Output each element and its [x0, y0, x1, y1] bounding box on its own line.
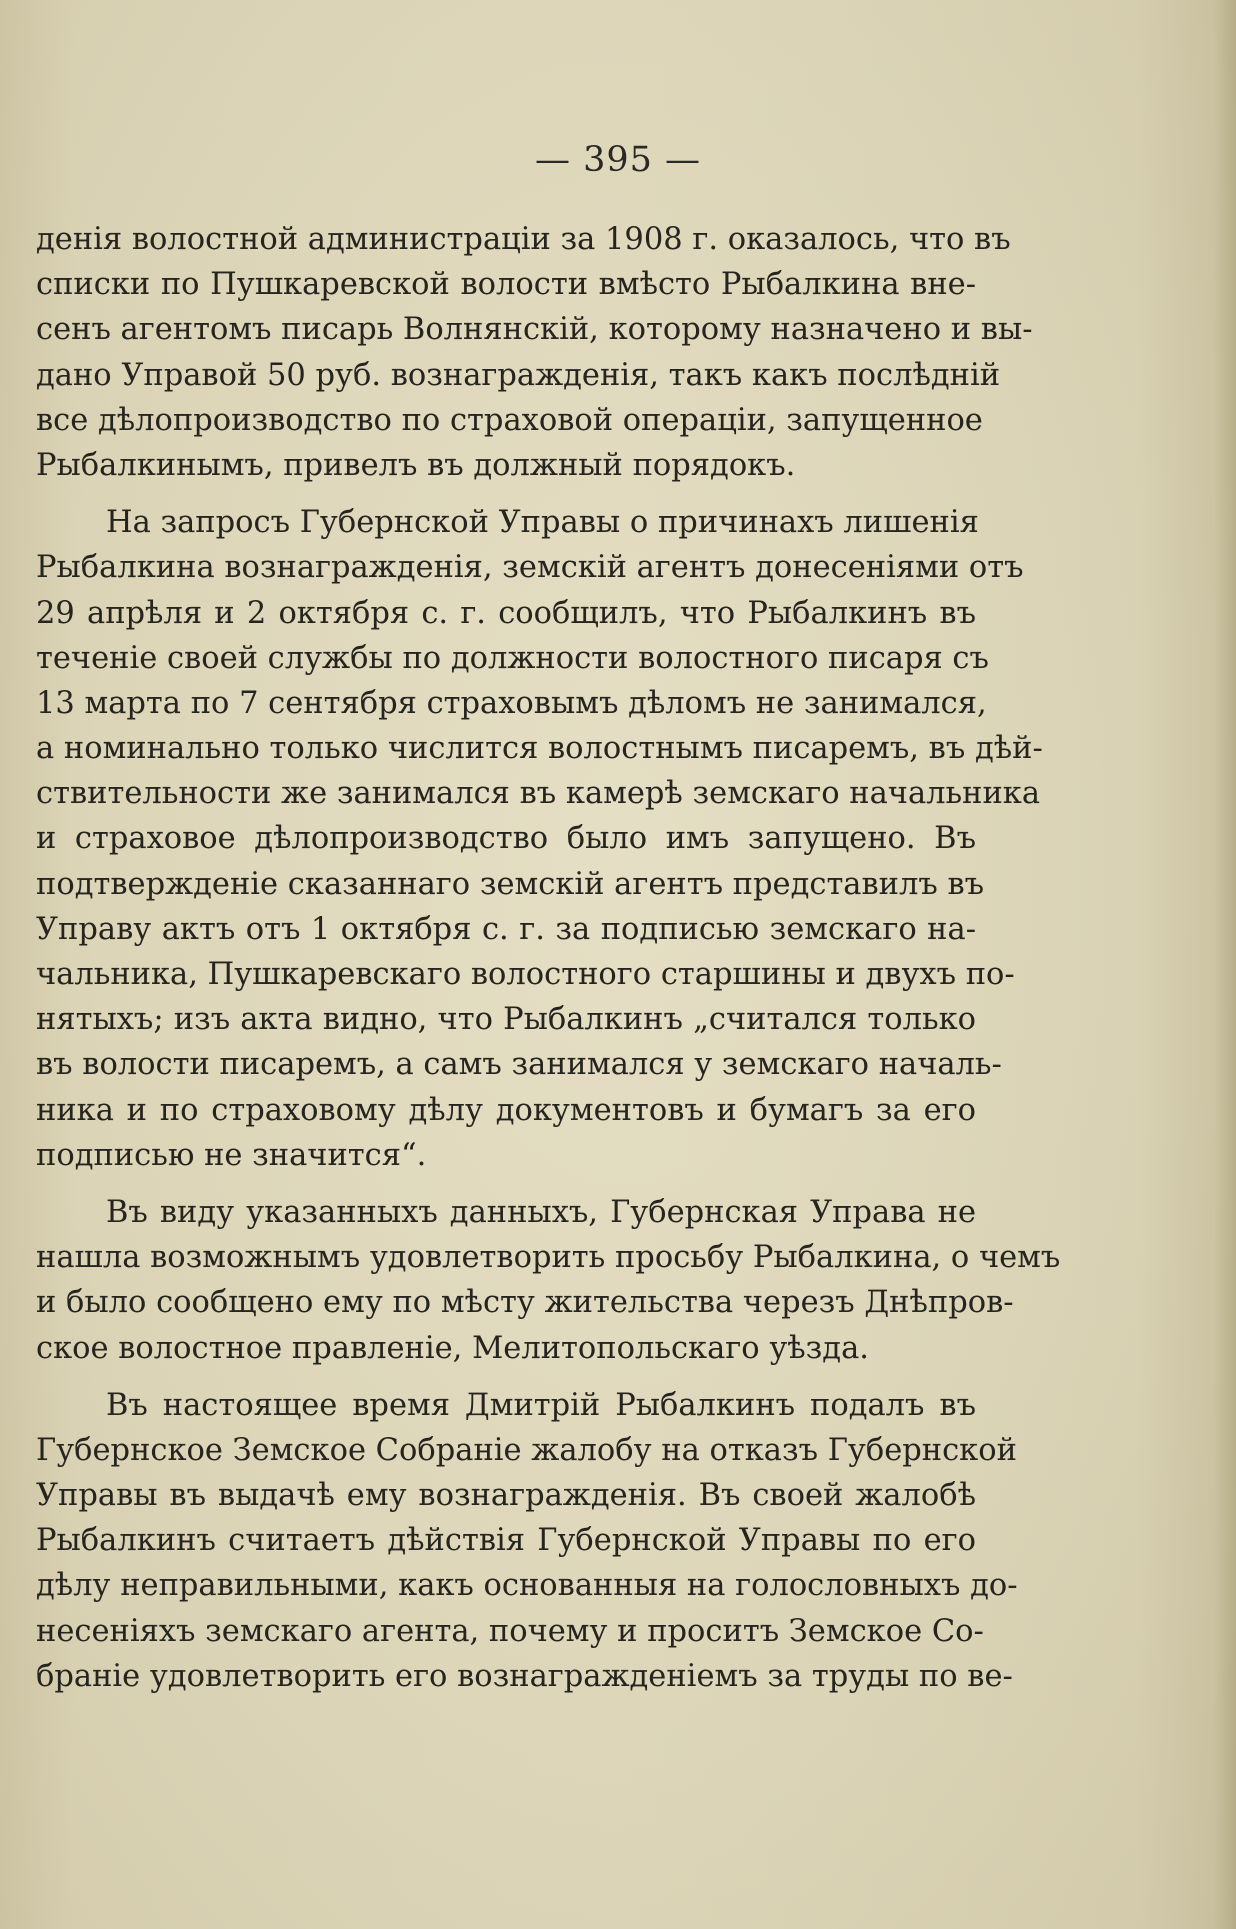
- text-line: денія волостной администраціи за 1908 г. оказалось, что въ: [36, 222, 1011, 257]
- text-line: ника и по страховому дѣлу документовъ и бумагъ за его: [36, 1092, 976, 1128]
- text-line: Въ настоящее время Дмитрій Рыбалкинъ подалъ въ: [106, 1387, 976, 1423]
- text-line: теченіе своей службы по должности волостного писаря съ: [36, 640, 989, 676]
- text-line: Управы въ выдачѣ ему вознагражденія. Въ своей жалобѣ: [36, 1478, 976, 1514]
- text-line: и страховое дѣлопроизводство было имъ запущено. Въ: [36, 821, 976, 857]
- text-line: 29 апрѣля и 2 октября с. г. сообщилъ, что Рыбалкинъ въ: [36, 595, 976, 631]
- text-line: 13 марта по 7 сентября страховымъ дѣломъ не занимался,: [36, 685, 987, 721]
- text-line: Рыбалкинымъ, привелъ въ должный порядокъ.: [36, 447, 796, 483]
- text-line: все дѣлопроизводство по страховой операціи, запущенное: [36, 402, 983, 438]
- text-line: дано Управой 50 руб. вознагражденія, такъ какъ послѣдній: [36, 357, 1001, 393]
- page-number: — 395 —: [534, 140, 702, 180]
- text-line: браніе удовлетворить его вознагражденіемъ за труды по ве-: [36, 1658, 1013, 1694]
- text-line: чальника, Пушкаревскаго волостного старшины и двухъ по-: [36, 957, 1015, 992]
- text-line: Губернское Земское Собраніе жалобу на отказъ Губернской: [36, 1432, 1017, 1468]
- text-line: сенъ агентомъ писарь Волнянскій, которому назначено и вы-: [36, 312, 1033, 348]
- paragraph-1: [36, 217, 1033, 488]
- text-line: Рыбалкинъ считаетъ дѣйствія Губернской Управы по его: [36, 1523, 976, 1559]
- text-line: подписью не значится“.: [36, 1137, 427, 1173]
- paragraph-3: [36, 1190, 1061, 1371]
- text-line: и было сообщено ему по мѣсту жительства черезъ Днѣпров-: [36, 1285, 1014, 1321]
- paragraph-2: [36, 500, 1043, 1178]
- page-edge-shadow: [1214, 0, 1236, 1929]
- text-line: въ волости писаремъ, а самъ занимался у земскаго началь-: [36, 1047, 1002, 1083]
- text-line: списки по Пушкаревской волости вмѣсто Рыбалкина вне-: [36, 267, 976, 303]
- text-line: Рыбалкина вознагражденія, земскій агентъ донесеніями отъ: [36, 550, 1024, 586]
- text-line: несеніяхъ земскаго агента, почему и проситъ Земское Со-: [36, 1613, 984, 1649]
- text-line: дѣлу неправильными, какъ основанныя на голословныхъ до-: [36, 1568, 1018, 1604]
- text-line: подтвержденіе сказаннаго земскій агентъ представилъ въ: [36, 866, 985, 902]
- text-line: На запросъ Губернской Управы о причинахъ лишенія: [106, 505, 979, 541]
- text-line: Управу актъ отъ 1 октября с. г. за подписью земскаго на-: [36, 911, 976, 947]
- text-line: Въ виду указанныхъ данныхъ, Губернская Управа не: [106, 1194, 976, 1230]
- text-line: а номинально только числится волостнымъ писаремъ, въ дѣй-: [36, 731, 1043, 767]
- paragraph-4: [36, 1383, 1018, 1699]
- text-line: нашла возможнымъ удовлетворить просьбу Рыбалкина, о чемъ: [36, 1240, 1061, 1276]
- text-line: ское волостное правленіе, Мелитопольскаго уѣзда.: [36, 1330, 869, 1366]
- text-line: ствительности же занимался въ камерѣ земскаго начальника: [36, 776, 1041, 812]
- body-text: [36, 217, 1061, 1711]
- text-line: нятыхъ; изъ акта видно, что Рыбалкинъ „считался только: [36, 1002, 976, 1038]
